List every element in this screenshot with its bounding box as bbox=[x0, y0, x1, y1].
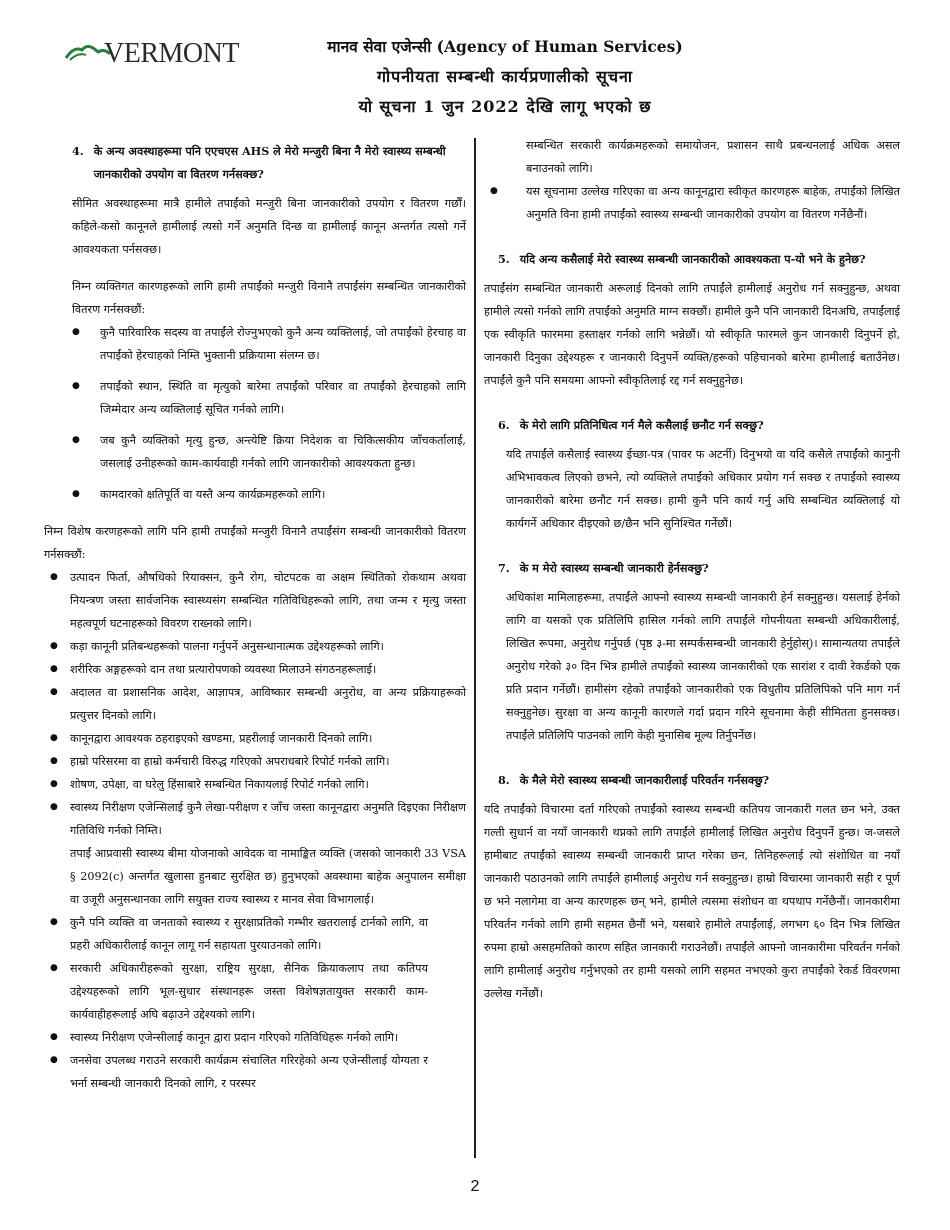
list-item: ● स्वास्थ्य निरीक्षण एजेन्सीलाई कानून द्वारा प्रदान गरिएको गतिविधिहरू गर्नको लागि। bbox=[44, 1026, 466, 1049]
right-column bbox=[484, 134, 900, 1005]
left-column bbox=[44, 140, 466, 1095]
question-number: 4. bbox=[72, 144, 84, 158]
vermont-logo bbox=[64, 36, 264, 72]
personal-reasons-list bbox=[44, 321, 466, 506]
q4-paragraph-1: सीमित अवस्थाहरूमा मात्रै हामीले तपाईंको मन्जुरी बिना जानकारीको उपयोग र वितरण गर्छौं। कहिले-कसो कानूनले हामीलाई त्यसो गर्ने अनुमति दिन्छ वा हामीलाई कानून अन्तर्गत त्यसो गर्ने आवश्यकता पर्नसक्छ। bbox=[72, 197, 466, 256]
list-item: ● कामदारको क्षतिपूर्ति वा यस्तै अन्य कार्यक्रमहरूको लागि। bbox=[44, 483, 466, 506]
q8-body: यदि तपाईंको विचारमा दर्ता गरिएको तपाईंको स्वास्थ्य सम्बन्धी कतिपय जानकारी गलत छन भने, उक्त गल्ती सुधार्न वा नयाँ जानकारी थप्नको लागि तपाईंले हामीलाई लिखित अनुरोध दिनुपर्ने हुन्छ। ज-जसले हामीबाट तपाईंको स्वास्थ्य सम्बन्धी जानकारी प्राप्त गरेका छन, तिनिहरूलाई त्यो संशोधित वा नयाँ जानकारी पठाउनको लागि तपाईंले हामीलाई अनुरोध गर्न सक्नुहुन्छ। हाम्रो विचारमा जानकारी सही र पूर्ण छ भने नलागेमा वा अन्य कारणहरू छन् भने, हामीले त्यसमा संशोधन वा थपथाप गर्नेछैनौं। जानकारीमा परिवर्तन गर्नको लागि हामी सहमत छैनौं भने, यसबारे हामीले तपाईंलाई, लगभग ६० दिन भित्र लिखित रुपमा हाम्रो असहमतिको कारण सहित जानकारी गराउनेछौं। तपाईंले आफ्नो जानकारीमा परिवर्तन गर्नको लागि हामीलाई अनुरोध गर्नुभएको तर हामी यसको लागि सहमत नभएको कुरा तपाईंको रेकर्ड विवरणमा उल्लेख गर्नेछौं। bbox=[484, 803, 900, 1000]
q4-paragraph-2: निम्न व्यक्तिगत कारणहरूको लागि हामी तपाईंको मन्जुरी विनानै तपाईंसंग सम्बन्धित जानकारीको वितरण गर्नसक्छौं: bbox=[72, 280, 466, 316]
question-title: के मेरो लागि प्रतिनिधित्व गर्न मैले कसैलाई छनौट गर्न सक्छु? bbox=[519, 418, 764, 432]
list-item: ● उत्पादन फिर्ता, औषधिको रियाक्सन, कुनै रोग, चोटपटक वा अक्षम स्थितिको रोकथाम अथवा नियन्त्रण जस्ता सार्वजनिक स्वास्थ्यसंग सम्बन्धित गतिविधिहरूको लागि, तथा जन्म र मृत्यु जस्ता महत्वपूर्ण घटनाहरूको विवरण राख्नको लागि। bbox=[44, 566, 466, 635]
list-item: ● स्वास्थ्य निरीक्षण एजेन्सिलाई कुनै लेखा-परीक्षण र जाँच जस्ता कानूनद्वारा अनुमति दिइएका निरीक्षण गतिविधि गर्नको निम्ति। bbox=[44, 796, 466, 842]
list-item: ● जब कुनै व्यक्तिको मृत्यु हुन्छ, अन्त्येष्टि क्रिया निदेशक वा चिकित्सकीय जाँचकर्तालाई, जसलाई उनीहरूको काम-कार्यवाही गर्नको लागि जानकारीको आवश्यकता हुन्छ। bbox=[44, 429, 466, 475]
list-item: ● शोषण, उपेक्षा, वा घरेलु हिंसाबारे सम्बन्धित निकायलाई रिपोर्ट गर्नको लागि। bbox=[44, 773, 466, 796]
q4-paragraph-3: निम्न विशेष करणहरूको लागि पनि हामी तपाईंको मन्जुरी विनानै तपाईंसंग सम्बन्धी जानकारीको वितरण गर्नसक्छौं: bbox=[44, 525, 466, 561]
page-header bbox=[290, 32, 720, 122]
question-4-heading bbox=[44, 140, 466, 186]
list-item: ● हाम्रो परिसरमा वा हाम्रो कर्मचारी विरुद्ध गरिएको अपराधबारे रिपोर्ट गर्नको लागि। bbox=[44, 750, 466, 773]
logo-text: VERMONT bbox=[104, 38, 239, 69]
question-number: 6. bbox=[498, 418, 510, 432]
question-title: के मैले मेरो स्वास्थ्य सम्बन्धी जानकारीलाई परिवर्तन गर्नसक्छु? bbox=[519, 773, 770, 787]
list-item: ● सरकारी अधिकारीहरूको सुरक्षा, राष्ट्रिय सुरक्षा, सैनिक क्रियाकलाप तथा कतिपय उद्देश्यहरूको लागि भूल-सुधार संस्थानहरू जस्ता विशेषज्ञतायुक्त सरकारी काम-कार्यवाहीहरूलाई अघि बढ़ाउने उद्देश्यको लागि। bbox=[44, 957, 466, 1026]
list-item: ● कड़ा कानूनी प्रतिबन्धहरूको पालना गर्नुपर्ने अनुसन्धानात्मक उद्देश्यहरूको लागि। bbox=[44, 635, 466, 658]
question-title: के अन्य अवस्थाहरूमा पनि एएचएस AHS ले मेरो मन्जुरी बिना नै मेरो स्वास्थ्य सम्बन्धी जानकारीको उपयोग वा वितरण गर्नसक्छ? bbox=[93, 144, 446, 181]
question-number: 8. bbox=[498, 773, 510, 787]
question-number: 5. bbox=[498, 252, 510, 266]
page-number: 2 bbox=[470, 1178, 480, 1195]
list-item: ● तपाईंको स्थान, स्थिति वा मृत्युको बारेमा तपाईंको परिवार वा तपाईंको हेरचाहको लागि जिम्मेदार अन्य व्यक्तिलाई सूचित गर्नको लागि। bbox=[44, 375, 466, 421]
q6-body: यदि तपाईंले कसैलाई स्वास्थ्य ईच्छा-पत्र (पावर फ अटर्नी) दिनुभयो वा यदि कसैले तपाईंको कानुनी अभिभावकत्व लिएको छभने, त्यो व्यक्तिले तपाईंको अधिकार प्रयोग गर्न सक्छ र तपाईंको स्वास्थ्य जानकारीको बारेमा छनौट गर्न सक्छ। हामी कुनै पनि कार्य गर्नु अघि सम्बन्धित व्यक्तिलाई यो कार्यगर्ने अधिकार दीइएको छ/छैन भनि सुनिश्चित गर्नेछौं। bbox=[506, 448, 900, 530]
question-number: 7. bbox=[498, 561, 510, 575]
question-7-heading bbox=[484, 557, 900, 580]
question-title: यदि अन्य कसैलाई मेरो स्वास्थ्य सम्बन्धी जानकारीको आवश्यकता प-यो भने के हुनेछ? bbox=[519, 252, 866, 266]
question-5-heading bbox=[484, 248, 900, 271]
q7-body: अधिकांश मामिलाहरूमा, तपाईंले आफ्नो स्वास्थ्य सम्बन्धी जानकारी हेर्न सक्नुहुन्छ। यसलाई हेर्नको लागि वा यसको एक प्रतिलिपि हासिल गर्नको लागि तपाईंले गोपनीयता सम्बन्धी अधिकारीलाई, लिखित रूपमा, अनुरोध गर्नुपर्छ (पृष्ठ ३-मा सम्पर्कसम्बन्धी जानकारी हेर्नुहोस्)। सामान्यतया तपाईंले अनुरोध गरेको ३० दिन भित्र हामीले तपाईंको स्वास्थ्य जानकारीको एक सारांश र दावी रेकर्डको एक प्रति प्रदान गर्नेछौं। हामीसंग रहेको तपाईंको जानकारीको एक विधुतीय प्रतिलिपिको पनि माग गर्न सक्नुहुनेछ। सुरक्षा वा अन्य कानूनी कारणले गर्दा प्रदान गरिने सूचनामा केही सीमितता हुनसक्छ। तपाईंले प्रतिलिपि पाउनको लागि केही मुनासिब मूल्य तिर्नुपर्नेछ। bbox=[506, 591, 900, 742]
list-item: ● कुनै पनि व्यक्ति वा जनताको स्वास्थ्य र सुरक्षाप्रतिको गम्भीर खतरालाई टार्नको लागि, वा प्रहरी अधिकारीलाई कानून लागू गर्न सहायता पुरयाउनको लागि। bbox=[44, 911, 466, 957]
list-item: ● शरीरिक अङ्गहरूको दान तथा प्रत्यारोपणको व्यवस्था मिलाउने संगठनहरूलाई। bbox=[44, 658, 466, 681]
special-reasons-list bbox=[44, 566, 466, 842]
list-item: ● अदालत वा प्रशासनिक आदेश, आज्ञापत्र, आविष्कार सम्बन्धी अनुरोध, वा अन्य प्रक्रियाहरूको प्रत्युत्तर दिनको लागि। bbox=[44, 681, 466, 727]
column-divider bbox=[474, 138, 476, 1158]
header-title: गोपनीयता सम्बन्धी कार्यप्रणालीको सूचना bbox=[376, 67, 634, 86]
question-6-heading bbox=[484, 414, 900, 437]
q5-body: तपाईंसंग सम्बन्धित जानकारी अरूलाई दिनको लागि तपाईंले हामीलाई अनुरोध गर्न सक्नुहुन्छ, अथवा हामीले त्यसो गर्नको लागि तपाईंको अनुमति माग्न सक्छौं। हामीले कुनै पनि जानकारी दिनअघि, तपाईंलाई एक स्वीकृति फारममा हस्ताक्षर गर्नको लागि भन्नेछौं। यो स्वीकृति फारमले कुन जानकारी दिनुपर्ने हो, जानकारी दिनुका उद्देश्यहरू र जानकारी दिनुपर्ने व्यक्ति/हरूको पहिचानको बारेमा हामीलाई बताउँनेछ। तपाईंले कुनै पनि समयमा आफ्नो स्वीकृतिलाई रद्द गर्न सक्नुहुनेछ। bbox=[484, 282, 900, 387]
list-item: ● जनसेवा उपलब्ध गराउने सरकारी कार्यक्रम संचालित गरिरहेको अन्य एजेन्सीलाई योग्यता र भर्ना सम्बन्धी जानकारी दिनको लागि, र परस्पर bbox=[44, 1049, 466, 1095]
immigrant-note: तपाईं आप्रवासी स्वास्थ्य बीमा योजनाको आवेदक वा नामाङ्कित व्यक्ति (जसको जानकारी 33 VSA § 2092(c) अन्तर्गत खुलासा हुनबाट सुरक्षित छ) हुनुभएको अवस्थामा बाहेक अनुपालन समीक्षा वा उजूरी अनुसन्धानका लागि सयुक्त राज्य स्वास्थ्य र मानव सेवा विभागलाई। bbox=[70, 847, 466, 906]
question-title: के म मेरो स्वास्थ्य सम्बन्धी जानकारी हेर्नसक्छु? bbox=[519, 561, 709, 575]
header-agency: मानव सेवा एजेन्सी (Agency of Human Services) bbox=[327, 37, 683, 56]
list-item: ● कुनै पारिवारिक सदस्य वा तपाईंले रोज्नुभएको कुनै अन्य व्यक्तिलाई, जो तपाईंको हेरचाह वा तपाईंको हेरचाहको निम्ति भुक्तानी प्रक्रियामा संलग्न छ। bbox=[44, 321, 466, 367]
continued-list bbox=[484, 180, 900, 226]
header-effective-date: यो सूचना 1 जुन 2022 देखि लागू भएको छ bbox=[358, 97, 652, 116]
question-8-heading bbox=[484, 769, 900, 792]
list-item: ● कानूनद्वारा आवश्यक ठहराइएको खण्डमा, प्रहरीलाई जानकारी दिनको लागि। bbox=[44, 727, 466, 750]
continued-text: सम्बन्धित सरकारी कार्यक्रमहरूको समायोजन, प्रशासन साथै प्रबन्धनलाई अधिक असल बनाउनको लागि। bbox=[526, 139, 900, 175]
list-item: ● यस सूचनामा उल्लेख गरिएका वा अन्य कानूनद्वारा स्वीकृत कारणहरू बाहेक, तपाईंको लिखित अनुमति विना हामी तपाईंको स्वास्थ्य सम्बन्धी जानकारीको उपयोग वा वितरण गर्नेछैनौं। bbox=[484, 180, 900, 226]
special-reasons-list-2 bbox=[44, 911, 466, 1095]
